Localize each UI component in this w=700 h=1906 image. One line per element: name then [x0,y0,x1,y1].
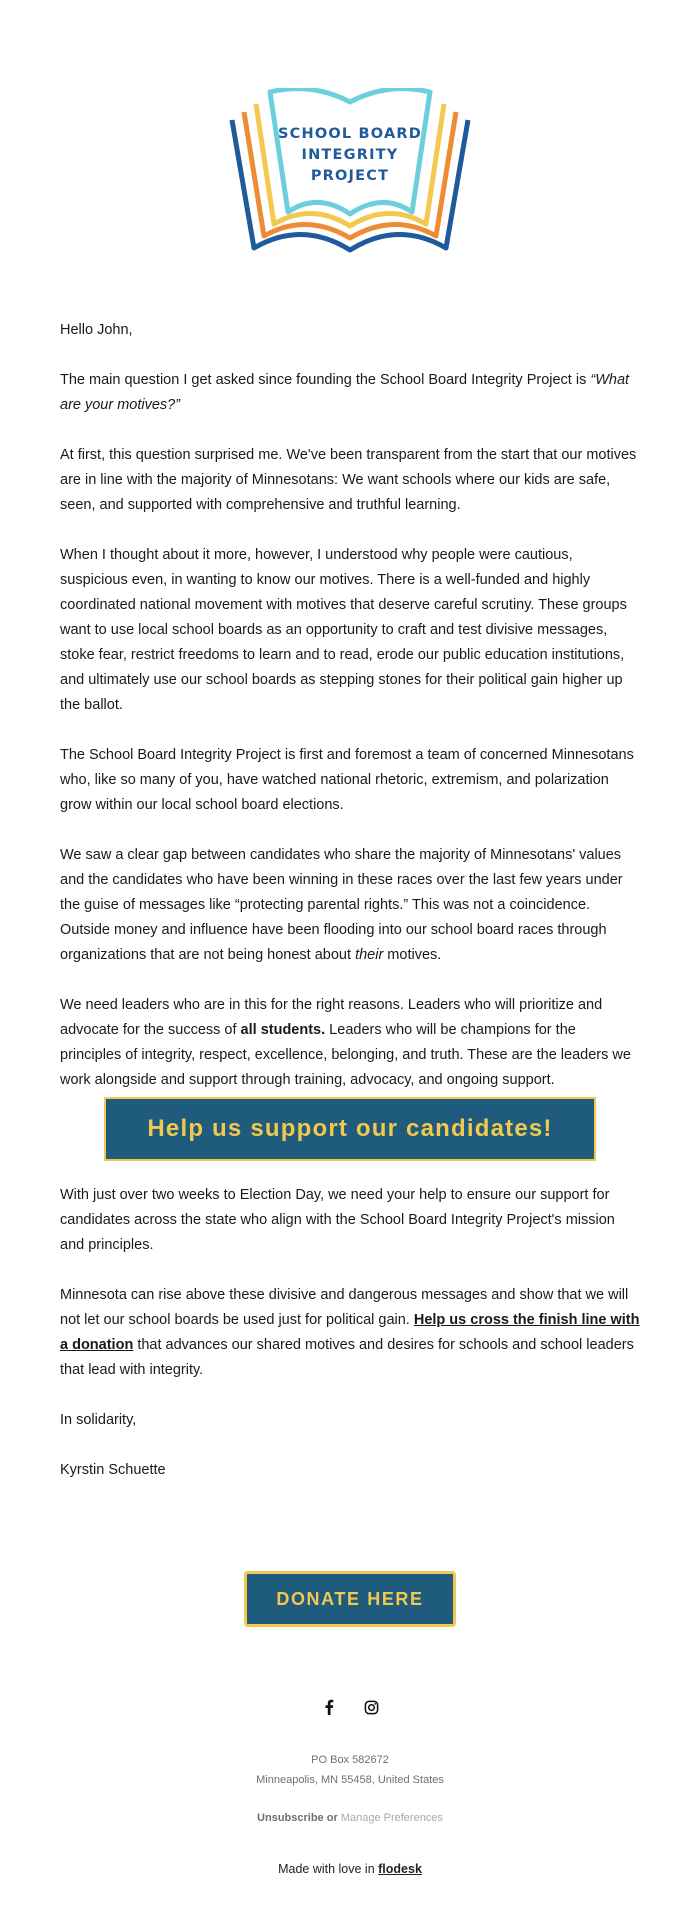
school-board-integrity-project-logo [226,88,474,256]
email-body-continued [60,1183,640,1508]
or-separator: or [323,1812,341,1824]
paragraph-election-day: With just over two weeks to Election Day, we need your help to ensure our support for candidates across the state who align with the School Board Integrity Project's mission and principles. [60,1187,615,1253]
support-candidates-button[interactable] [104,1097,596,1161]
logo-line-1: SCHOOL BOARD [278,126,422,142]
facebook-icon[interactable] [321,1699,337,1715]
p5-emphasis: their [355,947,384,963]
p6-strong: all students. [240,1022,326,1038]
paragraph-national-movement: When I thought about it more, however, I understood why people were cautious, suspicious even, in wanting to know our motives. There is a well-funded and highly coordinated national movement with motives that deserve careful scrutiny. These groups want to use local school boards as an opportunity to craft and test divisive messages, stoke fear, restrict freedoms to learn and to read, erode our public education institutions, and ultimately use our school boards as stepping stones for their political gain higher up the ballot. [60,547,627,713]
address-line-1: PO Box 582672 [311,1754,389,1766]
p1-quote: “What are your motives?” [60,372,630,413]
p5-text: We saw a clear gap between candidates who share the majority of Minnesotans' values and the candidates who have been winning in these races over the last few years under the guise of messages like “protecting parental rights.” This was not a coincidence. Outside money and influence have been flooding into our school board races through organizations that are not being honest about [60,847,623,963]
p1-text: The main question I get asked since founding the School Board Integrity Project is [60,372,591,388]
support-candidates-label: Help us support our candidates! [147,1115,553,1142]
manage-preferences-link[interactable]: Manage Preferences [340,1812,443,1824]
paragraph-donation [60,1283,640,1383]
unsubscribe-link[interactable]: Unsubscribe [257,1812,324,1824]
instagram-icon[interactable] [363,1699,379,1715]
paragraph-leaders [60,993,640,1093]
donate-button-label: DONATE HERE [276,1588,424,1609]
donate-button[interactable] [244,1571,456,1627]
paragraph-team: The School Board Integrity Project is first and foremost a team of concerned Minnesotans who, like so many of you, have watched national rhetoric, extremism, and polarization grow within our local school board elections. [60,747,634,813]
social-links [0,1699,700,1715]
p8-text: Minnesota can rise above these divisive and dangerous messages and show that we will not let our school boards be used just for political gain. [60,1287,629,1328]
logo-line-3: PROJECT [310,168,390,184]
subscription-links [0,1812,700,1824]
made-with-love [0,1862,700,1876]
donation-link[interactable]: Help us cross the finish line with a donation [60,1312,640,1353]
greeting: Hello John, [60,322,133,338]
made-with-text: Made with love in [278,1862,379,1876]
address-line-2: Minneapolis, MN 55458, United States [256,1774,444,1786]
paragraph-transparency: At first, this question surprised me. We've been transparent from the start that our motives are in line with the majority of Minnesotans: We want schools where our kids are safe, seen, and supported with comprehensive and truthful learning. [60,447,637,513]
email-body [60,318,640,1118]
logo-line-2: INTEGRITY [301,147,399,163]
p6-end: Leaders who will be champions for the principles of integrity, respect, excellence, belonging, and truth. These are the leaders we work alongside and support through training, advocacy, and ongoing support. [60,1022,631,1088]
signature: Kyrstin Schuette [60,1462,166,1478]
p8-end: that advances our shared motives and desires for schools and school leaders that lead with integrity. [60,1337,634,1378]
flodesk-link[interactable]: flodesk [378,1862,422,1876]
p6-text: We need leaders who are in this for the right reasons. Leaders who will prioritize and advocate for the success of [60,997,603,1038]
signoff: In solidarity, [60,1412,137,1428]
mailing-address [0,1750,700,1790]
p5-end: motives. [383,947,442,963]
paragraph-motives-question [60,368,640,418]
paragraph-gap [60,843,640,968]
